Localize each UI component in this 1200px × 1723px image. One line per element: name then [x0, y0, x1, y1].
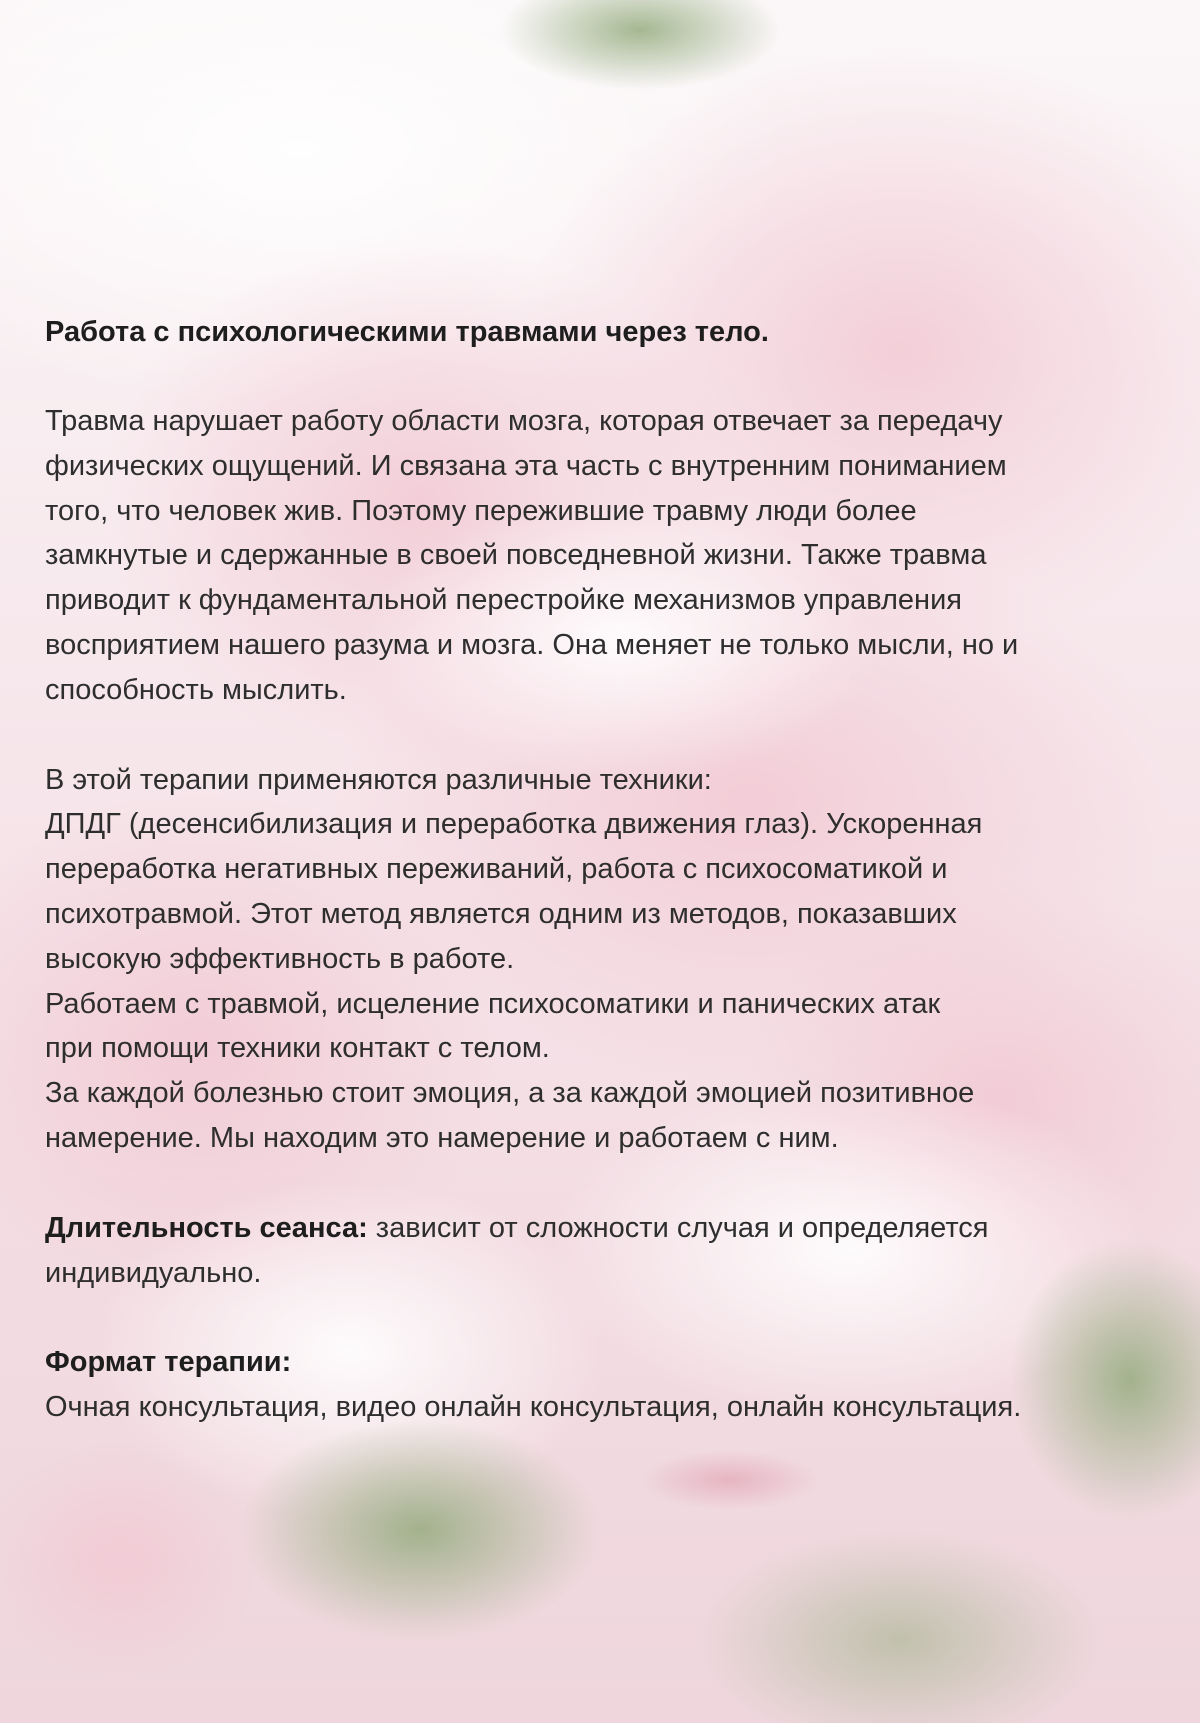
intro-line: приводит к фундаментальной перестройке механизмов управления — [45, 584, 962, 617]
article — [45, 310, 1175, 1475]
intro-line: восприятием нашего разума и мозга. Она меняет не только мысли, но и — [45, 628, 1019, 661]
duration-line — [45, 1206, 1175, 1251]
techniques-line: Работаем с травмой, исцеление психосоматики и панических атак — [45, 987, 941, 1020]
techniques-line: переработка негативных переживаний, работа с психосоматикой и — [45, 853, 948, 886]
techniques-line: высокую эффективность в работе. — [45, 942, 515, 975]
format-paragraph — [45, 1340, 1175, 1430]
intro-line: замкнутые и сдержанные в своей повседневной жизни. Также травма — [45, 539, 987, 572]
duration-label: Длительность сеанса: — [45, 1211, 368, 1244]
techniques-line: психотравмой. Этот метод является одним из методов, показавших — [45, 897, 957, 930]
techniques-line: За каждой болезнью стоит эмоция, а за каждой эмоцией позитивное — [45, 1077, 975, 1110]
intro-paragraph — [45, 399, 1175, 713]
intro-line: физических ощущений. И связана эта часть с внутренним пониманием — [45, 449, 1007, 482]
page-title: Работа с психологическими травмами через тело. — [45, 316, 769, 348]
techniques-line: ДПДГ (десенсибилизация и переработка движения глаз). Ускоренная — [45, 808, 983, 841]
duration-text: зависит от сложности случая и определяется — [367, 1211, 989, 1244]
intro-line: способность мыслить. — [45, 673, 347, 706]
duration-paragraph — [45, 1206, 1175, 1296]
techniques-line: В этой терапии применяются различные техники: — [45, 763, 712, 796]
intro-line: того, что человек жив. Поэтому пережившие травму люди более — [45, 494, 917, 527]
techniques-line: при помощи техники контакт с телом. — [45, 1032, 550, 1065]
techniques-line: намерение. Мы находим это намерение и работаем с ним. — [45, 1121, 839, 1154]
duration-text-continued: индивидуально. — [45, 1256, 262, 1289]
format-text: Очная консультация, видео онлайн консультация, онлайн консультация. — [45, 1391, 1022, 1424]
intro-line: Травма нарушает работу области мозга, которая отвечает за передачу — [45, 405, 1003, 437]
format-label: Формат терапии: — [45, 1346, 292, 1379]
techniques-paragraph — [45, 758, 1175, 1161]
